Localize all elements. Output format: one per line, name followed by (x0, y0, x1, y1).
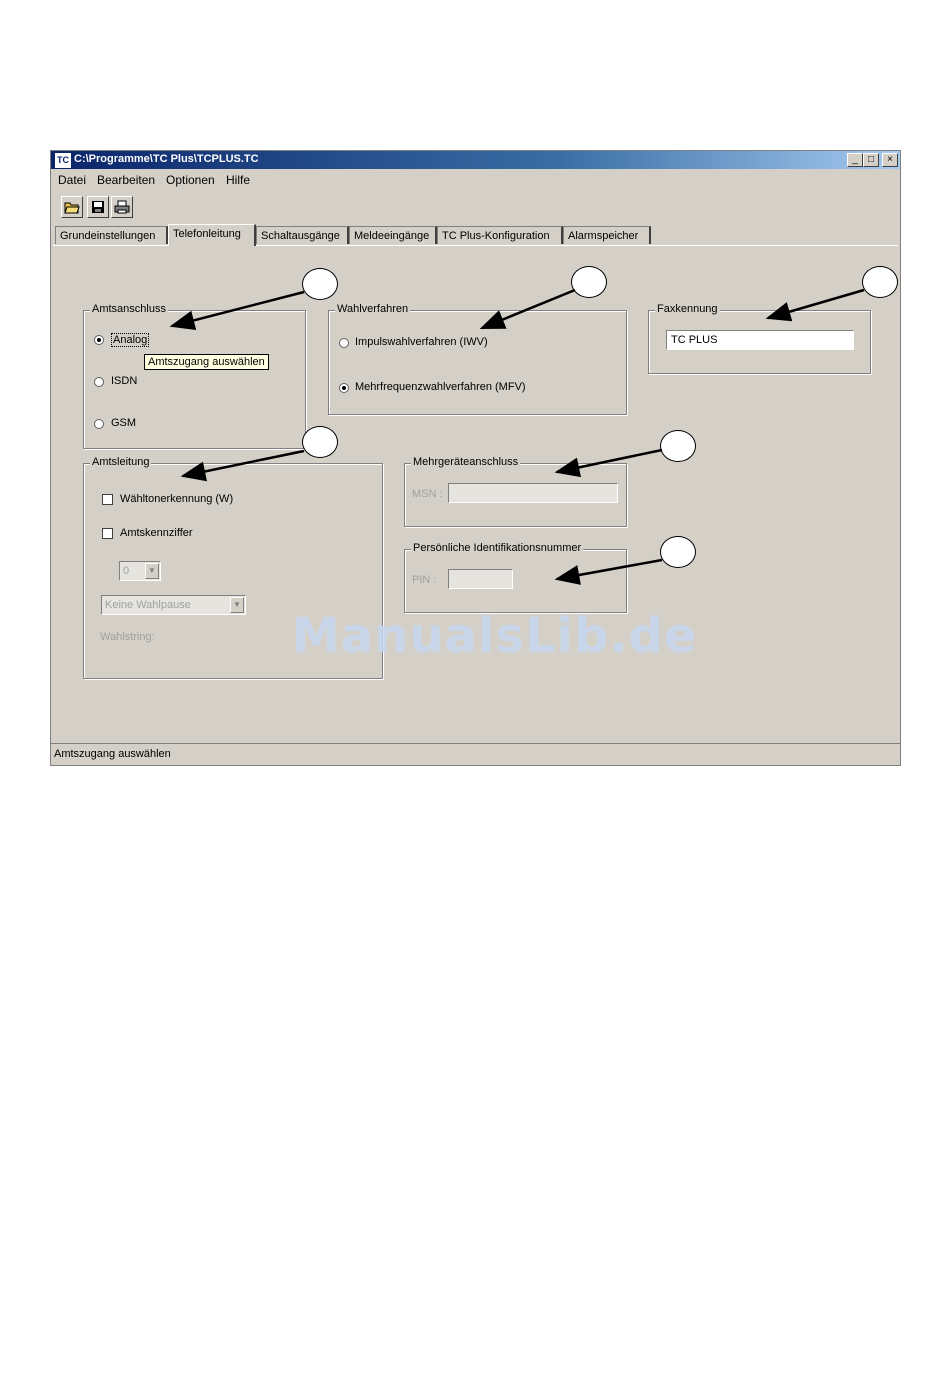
faxkennung-input[interactable]: TC PLUS (666, 330, 854, 350)
faxkennung-title: Faxkennung (657, 303, 718, 315)
label-analog[interactable]: Analog (113, 334, 148, 346)
window-title: C:\Programme\TC Plus\TCPLUS.TC (74, 153, 259, 165)
tab-alarmspeicher[interactable]: Alarmspeicher (563, 226, 651, 244)
msn-label: MSN : (412, 488, 443, 500)
dropdown-arrow-icon[interactable]: ▼ (145, 563, 159, 579)
app-icon: TC (54, 152, 72, 169)
label-isdn[interactable]: ISDN (111, 375, 138, 387)
label-mfv[interactable]: Mehrfrequenzwahlverfahren (MFV) (355, 381, 526, 393)
menu-optionen[interactable]: Optionen (166, 173, 215, 187)
menu-hilfe[interactable]: Hilfe (226, 173, 251, 187)
callout-arrow (557, 560, 662, 579)
maximize-button[interactable]: □ (863, 153, 879, 167)
tab-schaltausgaenge[interactable]: Schaltausgänge (256, 226, 349, 244)
callout-arrow (557, 450, 662, 472)
watermark: ManualsLib.de (292, 608, 698, 664)
tab-grundeinstellungen[interactable]: Grundeinstellungen (55, 226, 168, 244)
status-text: Amtszugang auswählen (54, 748, 171, 760)
amtsleitung-title: Amtsleitung (92, 456, 150, 468)
pin-group-title: Persönliche Identifikationsnummer (413, 542, 582, 554)
callout-arrow (183, 451, 304, 476)
tab-tc-plus-konfiguration[interactable]: TC Plus-Konfiguration (437, 226, 563, 244)
tab-meldeeingaenge[interactable]: Meldeeingänge (349, 226, 437, 244)
close-button[interactable]: × (882, 153, 898, 167)
wahlstring-label: Wahlstring: (100, 631, 155, 643)
wahlpause-value: Keine Wahlpause (105, 599, 191, 611)
callout-arrow (482, 290, 575, 328)
mehrgeraeteanschluss-title: Mehrgeräteanschluss (413, 456, 519, 468)
menu-datei[interactable]: Datei (58, 173, 87, 187)
amtsanschluss-title: Amtsanschluss (92, 303, 166, 315)
minimize-button[interactable]: _ (847, 153, 863, 167)
dropdown-arrow-icon[interactable]: ▼ (230, 597, 244, 613)
label-gsm[interactable]: GSM (111, 417, 137, 429)
tooltip: Amtszugang auswählen (144, 354, 269, 370)
label-iwv[interactable]: Impulswahlverfahren (IWV) (355, 336, 488, 348)
tab-telefonleitung[interactable]: Telefonleitung (168, 224, 256, 246)
callout-arrow (768, 290, 864, 318)
wahlverfahren-title: Wahlverfahren (337, 303, 409, 315)
label-waehltonerkennung[interactable]: Wähltonerkennung (W) (120, 493, 234, 505)
label-amtskennziffer[interactable]: Amtskennziffer (120, 527, 193, 539)
callout-arrow (172, 292, 304, 326)
amtskennziffer-value: 0 (123, 565, 130, 577)
pin-label: PIN : (412, 574, 437, 586)
menu-bearbeiten[interactable]: Bearbeiten (97, 173, 156, 187)
